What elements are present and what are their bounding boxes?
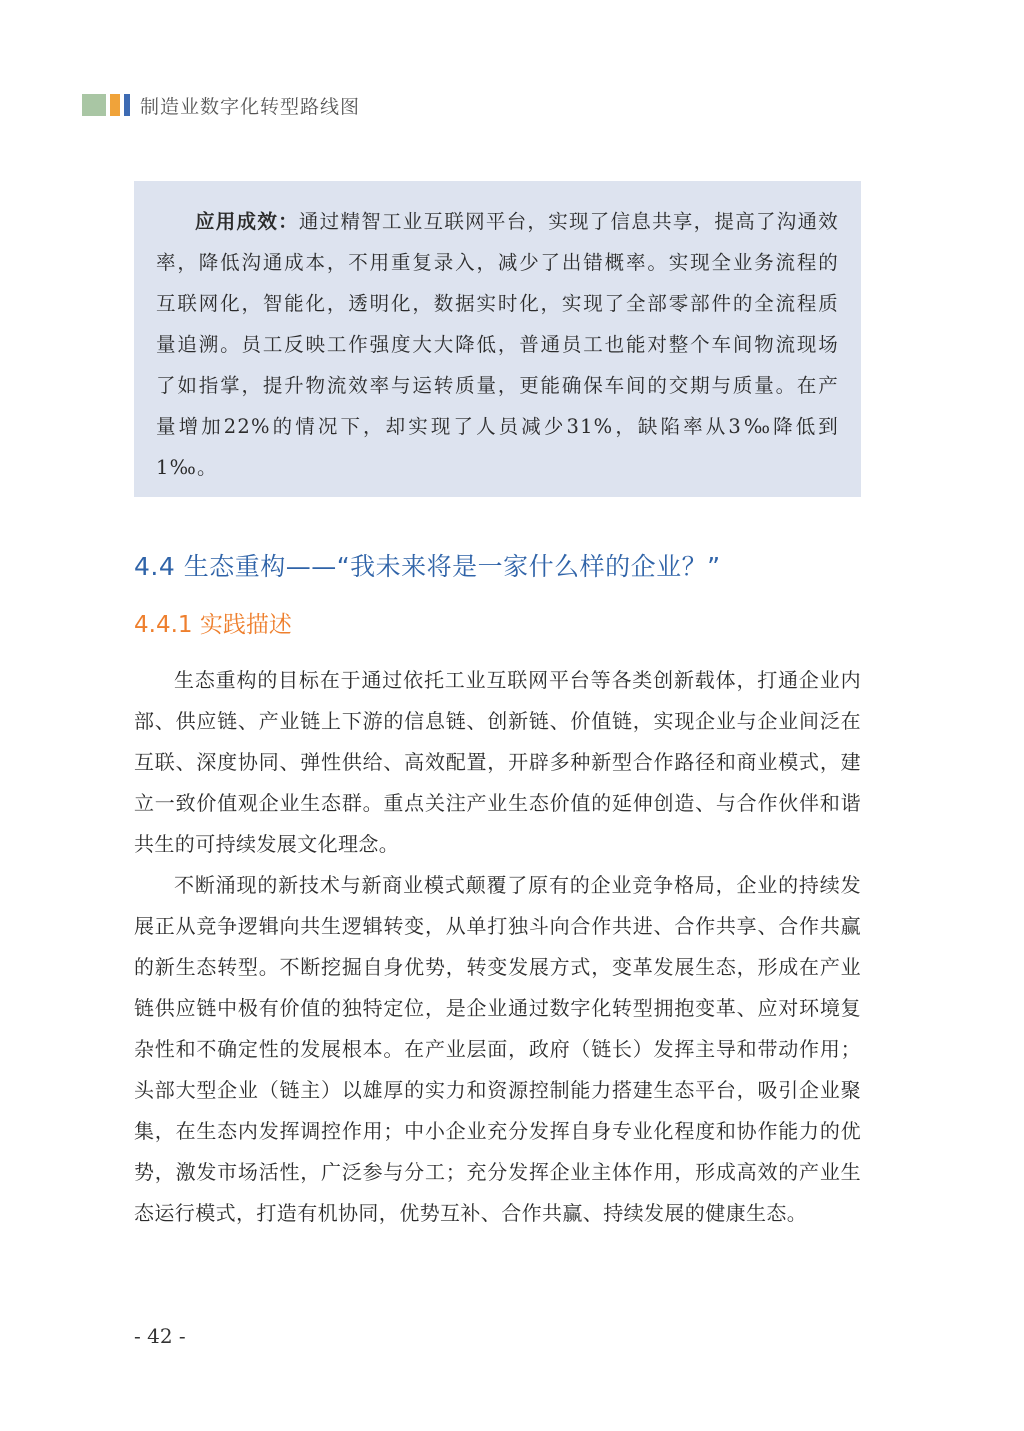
header-decor-green-block xyxy=(82,94,106,116)
header-decor-blue-block xyxy=(124,94,130,116)
application-results-text: 通过精智工业互联网平台，实现了信息共享，提高了沟通效率，降低沟通成本，不用重复录入，减少了出错概率。实现全业务流程的互联网化，智能化，透明化，数据实时化，实现了全部零部件的全流程质量追溯。员工反映工作强度大大降低，普通员工也能对整个车间物流现场了如指掌，提升物流效率与运转质量，更能确保车间的交期与质量。在产量增加22%的情况下，却实现了人员减少31%，缺陷率从3‰降低到1‰。 xyxy=(156,210,839,479)
header-decor-orange-block xyxy=(110,94,120,116)
application-results-label: 应用成效： xyxy=(195,210,299,233)
body-paragraph: 生态重构的目标在于通过依托工业互联网平台等各类创新载体，打通企业内部、供应链、产业链上下游的信息链、创新链、价值链，实现企业与企业间泛在互联、深度协同、弹性供给、高效配置，开辟多种新型合作路径和商业模式，建立一致价值观企业生态群。重点关注产业生态价值的延伸创造、与合作伙伴和谐共生的可持续发展文化理念。 xyxy=(134,668,861,856)
page-number: - 42 - xyxy=(134,1324,186,1348)
section-body xyxy=(134,660,861,1234)
body-paragraph: 不断涌现的新技术与新商业模式颠覆了原有的企业竞争格局，企业的持续发展正从竞争逻辑向共生逻辑转变，从单打独斗向合作共进、合作共享、合作共赢的新生态转型。不断挖掘自身优势，转变发展方式，变革发展生态，形成在产业链供应链中极有价值的独特定位，是企业通过数字化转型拥抱变革、应对环境复杂性和不确定性的发展根本。在产业层面，政府（链长）发挥主导和带动作用；头部大型企业（链主）以雄厚的实力和资源控制能力搭建生态平台，吸引企业聚集，在生态内发挥调控作用；中小企业充分发挥自身专业化程度和协作能力的优势，激发市场活性，广泛参与分工；充分发挥企业主体作用，形成高效的产业生态运行模式，打造有机协同，优势互补、合作共赢、持续发展的健康生态。 xyxy=(134,873,861,1225)
section-heading: 4.4 生态重构——“我未来将是一家什么样的企业？” xyxy=(134,552,721,581)
running-header-title: 制造业数字化转型路线图 xyxy=(140,95,361,118)
subsection-heading: 4.4.1 实践描述 xyxy=(134,612,292,638)
application-results-paragraph xyxy=(156,201,839,488)
running-header xyxy=(82,92,360,118)
application-results-box xyxy=(134,181,861,497)
